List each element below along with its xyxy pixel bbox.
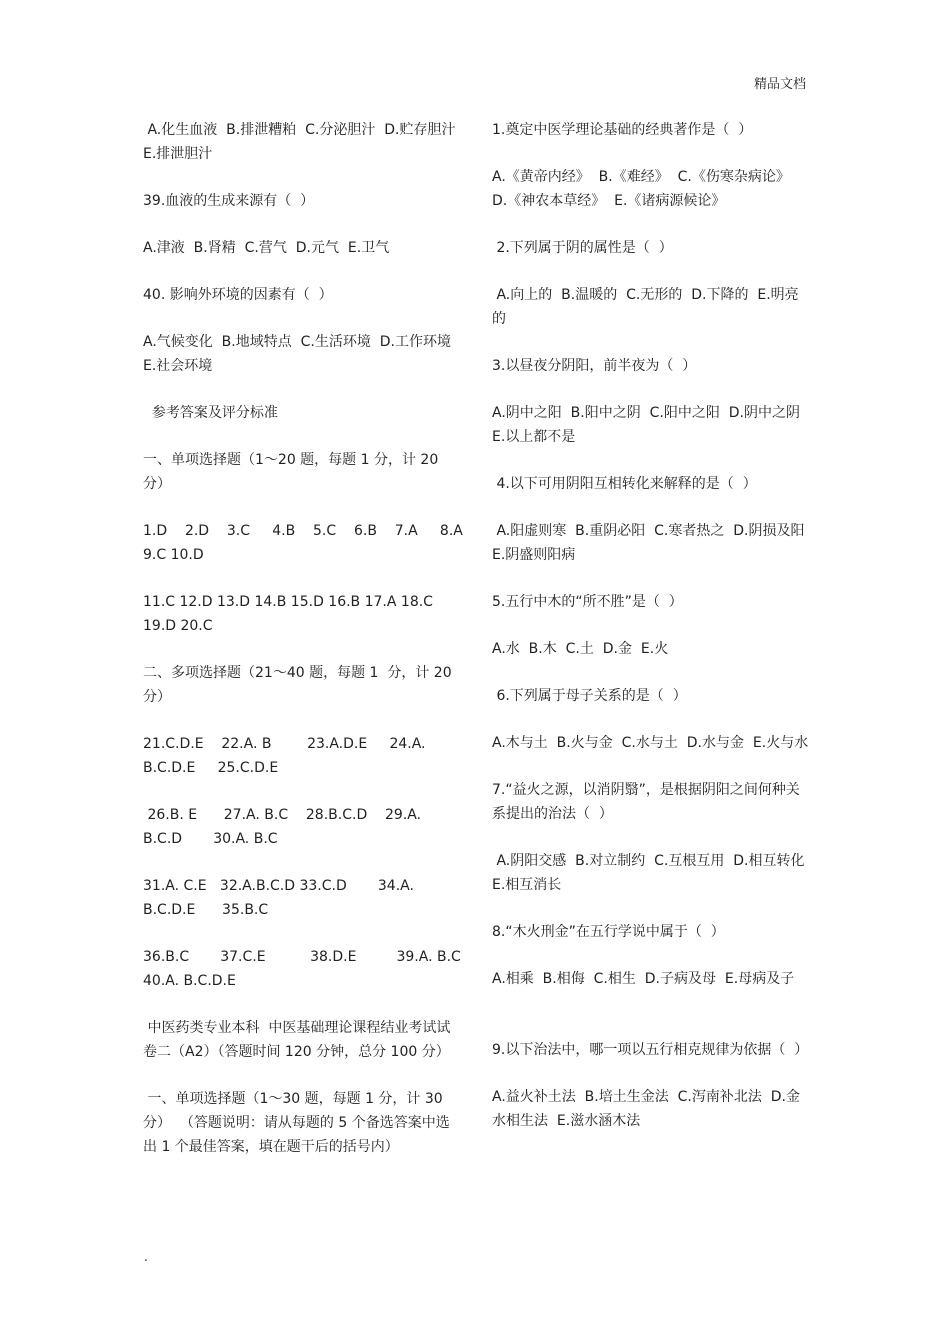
options: A.水 B.木 C.土 D.金 E.火 <box>492 641 669 657</box>
question: 4.以下可用阴阳互相转化来解释的是（ ） <box>492 476 757 492</box>
options: A.津液 B.肾精 C.营气 D.元气 E.卫气 <box>143 240 390 256</box>
section-heading: 参考答案及评分标准 <box>143 405 278 421</box>
answer-line: 21.C.D.E 22.A. B 23.A.D.E 24.A. B.C.D.E 25.C.D.E <box>143 736 430 776</box>
options: A.益火补土法 B.培土生金法 C.泻南补北法 D.金水相生法 E.滋水涵木法 <box>492 1089 800 1129</box>
options: A.《黄帝内经》 B.《难经》 C.《伤寒杂病论》 D.《神农本草经》 E.《诸病源候论》 <box>492 169 799 209</box>
question: 3.以昼夜分阴阳，前半夜为（ ） <box>492 358 697 374</box>
section-heading: 一、单项选择题（1～20 题，每题 1 分，计 20 分） <box>143 452 443 492</box>
options: A.相乘 B.相侮 C.相生 D.子病及母 E.母病及子 <box>492 971 795 987</box>
question: 9.以下治法中，哪一项以五行相克规律为依据（ ） <box>492 1018 809 1058</box>
options: A.木与土 B.火与金 C.水与土 D.水与金 E.火与水 <box>492 735 809 751</box>
footer-mark: . <box>144 1250 148 1264</box>
exam-title: 中医药类专业本科 中医基础理论课程结业考试试卷二（A2）（答题时间 120 分钟，总分 100 分） <box>143 1020 451 1060</box>
options: A.向上的 B.温暖的 C.无形的 D.下降的 E.明亮的 <box>492 287 799 327</box>
answer-line: 11.C 12.D 13.D 14.B 15.D 16.B 17.A 18.C 19.D 20.C <box>143 594 438 634</box>
paragraph: A.化生血液 B.排泄糟粕 C.分泌胆汁 D.贮存胆汁 E.排泄胆汁 <box>143 122 465 162</box>
section-heading: 二、多项选择题（21～40 题，每题 1 分，计 20 分） <box>143 665 457 705</box>
answer-line: 1.D 2.D 3.C 4.B 5.C 6.B 7.A 8.A 9.C 10.D <box>143 523 481 563</box>
answer-line: 36.B.C 37.C.E 38.D.E 39.A. B.C 40.A. B.C.D.E <box>143 949 533 989</box>
section-heading: 一、单项选择题（1～30 题，每题 1 分，计 30 分） （答题说明：请从每题的 5 个备选答案中选出 1 个最佳答案，填在题干后的括号内） <box>143 1091 450 1155</box>
question: 8.“木火刑金”在五行学说中属于（ ） <box>492 924 725 940</box>
question: 40. 影响外环境的因素有（ ） <box>143 287 333 303</box>
question: 6.下列属于母子关系的是（ ） <box>492 688 687 704</box>
options: A.阴中之阳 B.阳中之阴 C.阳中之阳 D.阴中之阴 E.以上都不是 <box>492 405 809 445</box>
question: 7.“益火之源，以消阴翳”，是根据阴阳之间何种关系提出的治法（ ） <box>492 782 800 822</box>
question: 5.五行中木的“所不胜”是（ ） <box>492 594 683 610</box>
answer-line: 26.B. E 27.A. B.C 28.B.C.D 29.A. B.C.D 30.A. B.C <box>143 807 426 847</box>
left-column <box>143 118 533 1182</box>
options: A.阴阳交感 B.对立制约 C.互根互用 D.相互转化 E.相互消长 <box>492 853 814 893</box>
question: 39.血液的生成来源有（ ） <box>143 193 315 209</box>
options: A.阳虚则寒 B.重阴必阳 C.寒者热之 D.阴损及阳 E.阴盛则阳病 <box>492 523 814 563</box>
answer-line: 31.A. C.E 32.A.B.C.D 33.C.D 34.A. B.C.D.E 35.B.C <box>143 878 419 918</box>
question: 1.奠定中医学理论基础的经典著作是（ ） <box>492 122 753 138</box>
options: A.气候变化 B.地域特点 C.生活环境 D.工作环境 E.社会环境 <box>143 334 460 374</box>
page-header-label: 精品文档 <box>753 77 806 92</box>
question: 2.下列属于阴的属性是（ ） <box>492 240 673 256</box>
right-column <box>492 118 812 1156</box>
